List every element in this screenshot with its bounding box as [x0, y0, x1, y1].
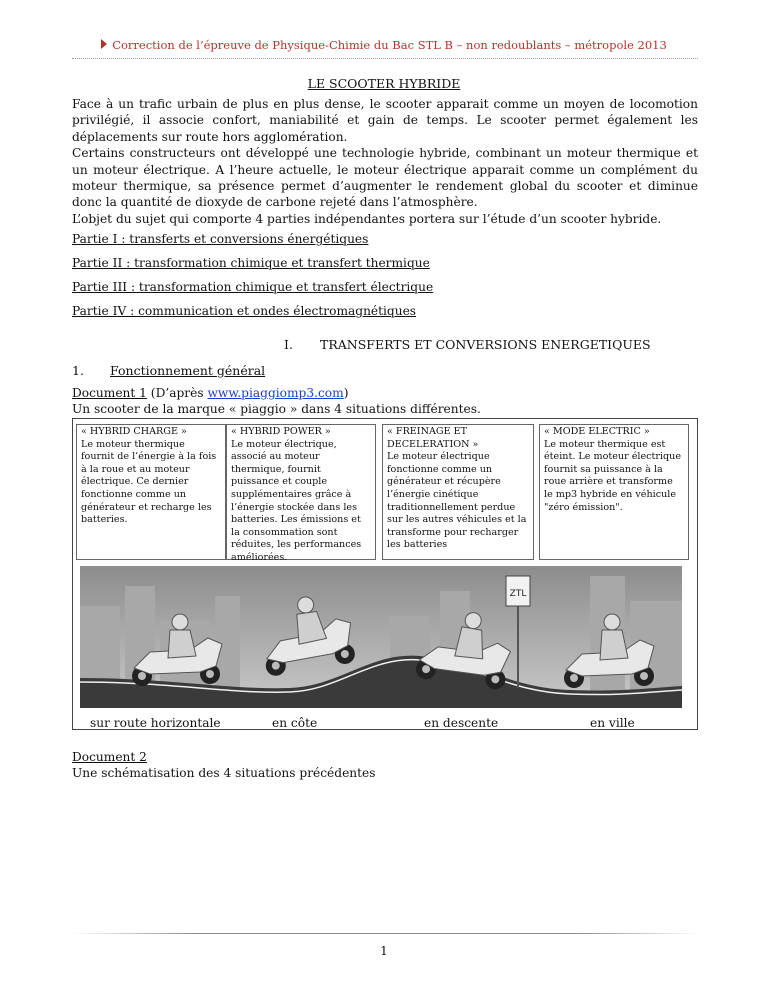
card-text: Le moteur thermique fournit de l’énergie à la fois à la roue et au moteur électrique. Ce dernier fonctionne comme un générateur et recharge les batteries. — [81, 438, 217, 526]
intro-paragraph: L’objet du sujet qui comporte 4 parties indépendantes portera sur l’étude d’un scooter hybride. — [72, 211, 662, 226]
subsection-title: Fonctionnement général — [110, 363, 266, 378]
card-text: Le moteur électrique, associé au moteur thermique, fournit puissance et couple supplémentaires grâce à l’énergie stockée dans les batteries. Les émissions et la consommation sont réduites, les performances améliorées. — [231, 438, 362, 563]
situation-label: en côte — [272, 716, 318, 730]
document-1-source-post: ) — [343, 386, 349, 400]
card-text: Le moteur thermique est éteint. Le moteur électrique fournit sa puissance à la roue arrière et transforme le mp3 hybride en véhicule "zéro émission". — [544, 438, 682, 513]
situation-label: en ville — [590, 716, 635, 730]
part-1-heading: Partie I : transferts et conversions énergétiques — [72, 232, 369, 246]
part-2-heading: Partie II : transformation chimique et transfert thermique — [72, 256, 430, 270]
card-title: « MODE ELECTRIC » — [544, 426, 650, 437]
document-2-caption: Une schématisation des 4 situations précédentes — [72, 766, 376, 780]
situation-label: en descente — [424, 716, 499, 730]
card-title: « HYBRID CHARGE » — [81, 426, 187, 437]
subsection-number: 1. — [72, 363, 84, 378]
document-1-caption: Un scooter de la marque « piaggio » dans 4 situations différentes. — [72, 402, 481, 416]
document-title: LE SCOOTER HYBRIDE — [307, 76, 461, 91]
intro-paragraph: Certains constructeurs ont développé une technologie hybride, combinant un moteur thermique et un moteur électrique. A l’heure actuelle, le moteur électrique apparait comme un complément du moteur thermique, sa présence permet d’augmenter le rendement global du scooter et diminue donc la quantité de dioxyde de carbone rejeté dans l’atmosphère. — [72, 146, 698, 210]
card-hybrid-power — [226, 424, 376, 563]
section-number: I. — [284, 337, 293, 352]
page-number: 1 — [380, 944, 388, 958]
situation-label: sur route horizontale — [90, 716, 221, 730]
card-title: « FREINAGE ET DECELERATION » — [387, 426, 479, 450]
scooter-illustration — [80, 566, 682, 708]
card-text: Le moteur électrique fonctionne comme un générateur et récupère l’énergie cinétique traditionnellement perdue sur les autres véhicules et la transforme pour recharger les batteries — [387, 451, 527, 551]
card-hybrid-charge — [76, 424, 226, 560]
page-header — [0, 38, 768, 52]
card-freinage — [382, 424, 534, 560]
header-rule — [72, 58, 698, 59]
triangle-bullet-icon — [101, 39, 107, 49]
section-title: TRANSFERTS ET CONVERSIONS ENERGETIQUES — [320, 337, 651, 352]
source-link[interactable]: www.piaggiomp3.com — [207, 386, 344, 400]
document-1-label: Document 1 — [72, 386, 147, 400]
document-1-heading — [72, 386, 348, 400]
header-text: Correction de l’épreuve de Physique-Chimie du Bac STL B – non redoublants – métropole 2013 — [112, 38, 667, 52]
footer-rule — [72, 933, 698, 934]
intro-text — [72, 96, 698, 227]
document-1-source-pre: (D’après — [146, 386, 208, 400]
document-2-heading: Document 2 — [72, 750, 147, 764]
intro-paragraph: Face à un trafic urbain de plus en plus dense, le scooter apparait comme un moyen de locomotion privilégié, il associe confort, maniabilité et gain de temps. Le scooter permet également les déplacements sur route hors agglomération. — [72, 97, 698, 144]
card-title: « HYBRID POWER » — [231, 426, 331, 437]
card-mode-electric — [539, 424, 689, 560]
part-4-heading: Partie IV : communication et ondes électromagnétiques — [72, 304, 417, 318]
ztl-sign-label: ZTL — [509, 589, 527, 599]
part-3-heading: Partie III : transformation chimique et transfert électrique — [72, 280, 434, 294]
